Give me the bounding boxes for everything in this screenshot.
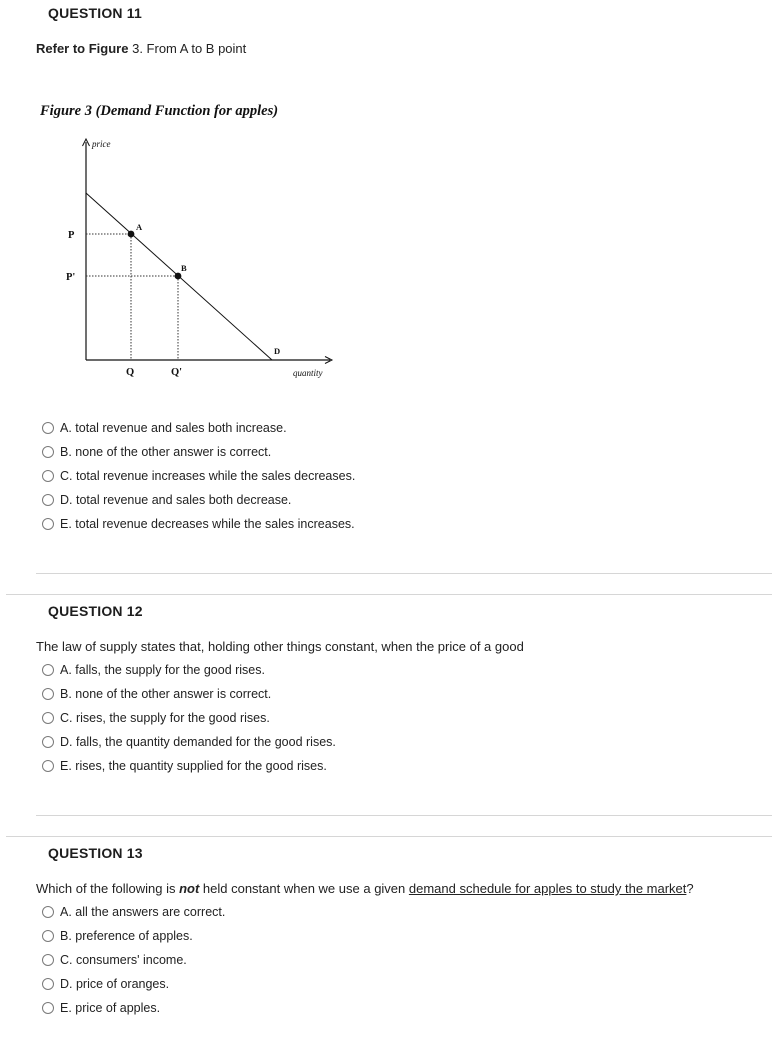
option-letter: A. xyxy=(60,421,72,435)
question-divider-outer xyxy=(6,836,772,837)
radio-button[interactable] xyxy=(42,736,54,748)
radio-button[interactable] xyxy=(42,664,54,676)
option-text: total revenue decreases while the sales increases. xyxy=(75,517,355,531)
option-letter: D. xyxy=(60,735,73,749)
radio-button[interactable] xyxy=(42,930,54,942)
question-13-heading: QUESTION 13 xyxy=(48,845,143,861)
radio-button[interactable] xyxy=(42,954,54,966)
option-letter: C. xyxy=(60,469,73,483)
option-12-a[interactable] xyxy=(42,658,336,682)
tick-label-p: P xyxy=(68,230,75,241)
option-11-e[interactable] xyxy=(42,512,355,536)
option-text: falls, the quantity demanded for the good rises. xyxy=(75,735,336,749)
radio-button[interactable] xyxy=(42,760,54,772)
radio-button[interactable] xyxy=(42,422,54,434)
option-letter: A. xyxy=(60,905,72,919)
demand-chart xyxy=(58,136,348,386)
point-label-a: A xyxy=(136,222,143,232)
question-12-options xyxy=(42,658,336,778)
option-11-a[interactable] xyxy=(42,416,355,440)
radio-button[interactable] xyxy=(42,688,54,700)
option-13-c[interactable] xyxy=(42,948,225,972)
option-letter: D. xyxy=(60,493,73,507)
radio-button[interactable] xyxy=(42,906,54,918)
prompt-part: Which of the following is xyxy=(36,881,180,896)
prompt-emphasis: not xyxy=(179,881,200,896)
question-11-heading: QUESTION 11 xyxy=(48,5,143,21)
point-a xyxy=(128,231,135,238)
option-11-b[interactable] xyxy=(42,440,355,464)
option-13-e[interactable] xyxy=(42,996,225,1020)
option-11-d[interactable] xyxy=(42,488,355,512)
tick-label-p-prime: P' xyxy=(66,272,76,283)
point-label-b: B xyxy=(181,263,187,273)
option-text: all the answers are correct. xyxy=(75,905,226,919)
figure-number: 3 xyxy=(132,41,140,56)
option-text: consumers' income. xyxy=(75,953,187,967)
demand-schedule-link[interactable]: demand schedule for apples to study the market xyxy=(408,881,687,896)
question-divider-outer xyxy=(6,594,772,595)
option-letter: A. xyxy=(60,663,72,677)
radio-button[interactable] xyxy=(42,470,54,482)
option-letter: E. xyxy=(60,759,72,773)
radio-button[interactable] xyxy=(42,494,54,506)
question-12-heading: QUESTION 12 xyxy=(48,603,143,619)
option-letter: B. xyxy=(60,445,72,459)
prompt-part: ? xyxy=(686,881,694,896)
option-text: price of apples. xyxy=(75,1001,161,1015)
option-letter: E. xyxy=(60,517,72,531)
question-divider-inner xyxy=(36,815,772,816)
option-11-c[interactable] xyxy=(42,464,355,488)
radio-button[interactable] xyxy=(42,518,54,530)
option-text: none of the other answer is correct. xyxy=(75,687,272,701)
option-text: total revenue and sales both decrease. xyxy=(75,493,292,507)
question-12-prompt: The law of supply states that, holding other things constant, when the price of a good xyxy=(36,639,524,654)
option-12-c[interactable] xyxy=(42,706,336,730)
tick-label-q: Q xyxy=(126,367,135,378)
question-13-options xyxy=(42,900,225,1020)
option-13-a[interactable] xyxy=(42,900,225,924)
option-text: price of oranges. xyxy=(75,977,170,991)
tick-label-q-prime: Q' xyxy=(171,367,183,378)
option-text: rises, the supply for the good rises. xyxy=(75,711,270,725)
x-axis-label: quantity xyxy=(293,368,323,378)
option-letter: B. xyxy=(60,687,72,701)
option-text: none of the other answer is correct. xyxy=(75,445,272,459)
option-12-d[interactable] xyxy=(42,730,336,754)
option-letter: B. xyxy=(60,929,72,943)
option-13-d[interactable] xyxy=(42,972,225,996)
question-divider-inner xyxy=(36,573,772,574)
option-text: total revenue and sales both increase. xyxy=(75,421,287,435)
radio-button[interactable] xyxy=(42,712,54,724)
option-12-b[interactable] xyxy=(42,682,336,706)
option-text: rises, the quantity supplied for the good rises. xyxy=(75,759,327,773)
question-11-prompt xyxy=(36,41,246,56)
point-b xyxy=(175,273,182,280)
radio-button[interactable] xyxy=(42,446,54,458)
curve-label-d: D xyxy=(274,346,281,356)
prompt-part: held constant when we use a given xyxy=(199,881,409,896)
option-text: falls, the supply for the good rises. xyxy=(75,663,265,677)
option-letter: C. xyxy=(60,953,73,967)
y-axis-label: price xyxy=(92,139,111,149)
option-13-b[interactable] xyxy=(42,924,225,948)
prompt-suffix: . From A to B point xyxy=(139,41,247,56)
radio-button[interactable] xyxy=(42,978,54,990)
option-text: preference of apples. xyxy=(75,929,193,943)
option-letter: E. xyxy=(60,1001,72,1015)
refer-figure-label: Refer to Figure xyxy=(36,41,129,56)
option-text: total revenue increases while the sales decreases. xyxy=(75,469,356,483)
question-11-options xyxy=(42,416,355,536)
figure-caption: Figure 3 (Demand Function for apples) xyxy=(40,103,279,119)
question-13-prompt xyxy=(36,881,694,896)
option-letter: D. xyxy=(60,977,73,991)
option-12-e[interactable] xyxy=(42,754,336,778)
option-letter: C. xyxy=(60,711,73,725)
radio-button[interactable] xyxy=(42,1002,54,1014)
